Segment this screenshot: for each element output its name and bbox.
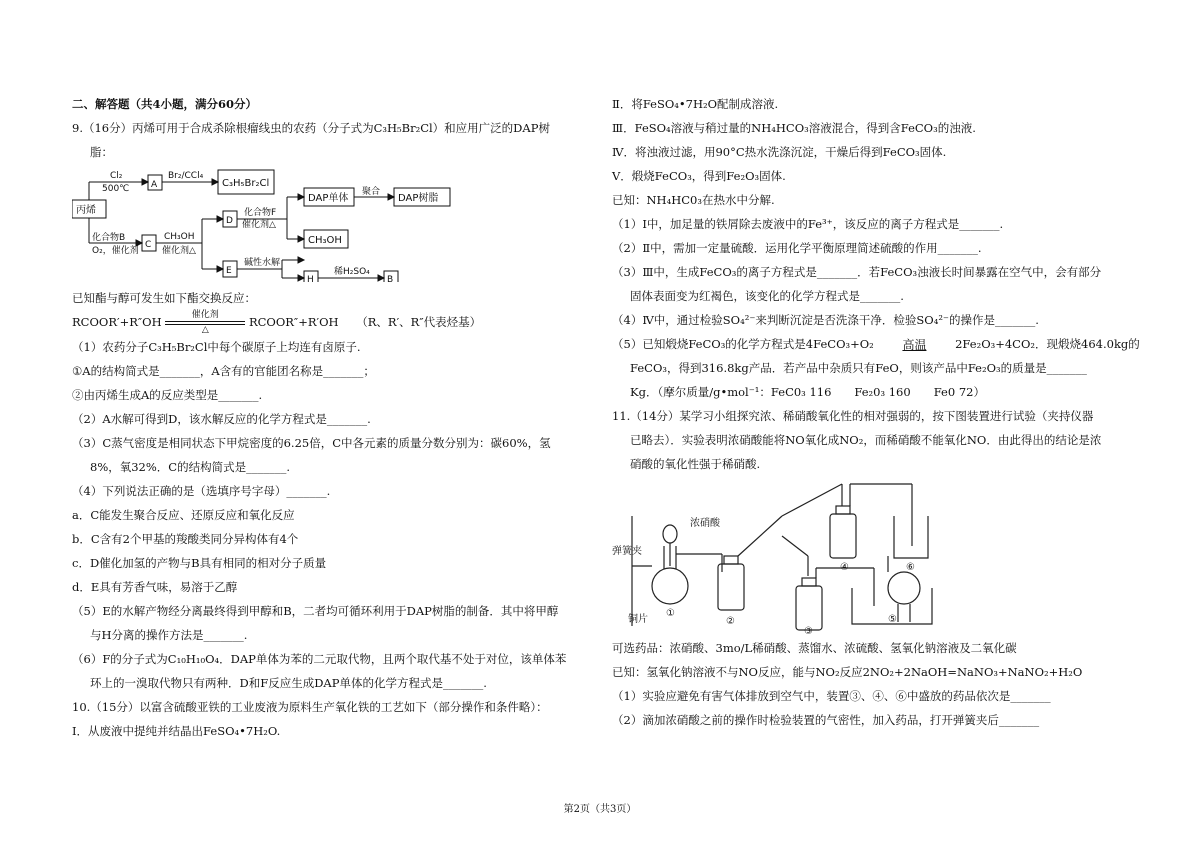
label-compoundF: 化合物F xyxy=(244,208,277,218)
q10-p3-1: （3）Ⅲ中，生成FeCO₃的离子方程式是_______．若FeCO₃浊液长时间暴露在空气中，会有部分 xyxy=(612,265,1102,279)
label-clamp: 弹簧夹 xyxy=(612,546,642,557)
q9-stem-1: 9.（16分）丙烯可用于合成杀除根瘤线虫的农药（分子式为C₃H₅Br₂Cl）和应用广泛的DAP树 xyxy=(72,121,550,135)
label-n5: ⑤ xyxy=(888,614,897,625)
label-ch3oh-cond: CH₃OH xyxy=(164,232,195,242)
bottle-3-shape xyxy=(796,586,822,630)
label-polymerize: 聚合 xyxy=(362,187,381,197)
ester-arrow xyxy=(165,311,245,335)
label-cl2: Cl₂ xyxy=(110,171,123,181)
ester-right: RCOOR″+R′OH xyxy=(248,315,339,329)
page-footer: 第2页（共3页） xyxy=(563,804,637,815)
label-n4: ④ xyxy=(840,562,849,573)
label-dap-monomer: DAP单体 xyxy=(308,193,349,204)
q10-p5-post: 2Fe₂O₃+4CO₂．现煅烧464.0kg的 xyxy=(955,337,1140,351)
flask-5-shape xyxy=(888,572,920,604)
q9-option-d: d．E具有芳香气味，易溶于乙醇 xyxy=(72,580,238,594)
q9-known: 已知酯与醇可发生如下酯交换反应： xyxy=(72,291,256,305)
label-compoundB: 化合物B xyxy=(92,233,126,243)
q10-step4: Ⅳ．将浊液过滤，用90°C热水洗涤沉淀，干燥后得到FeCO₃固体. xyxy=(612,145,947,159)
apparatus-diagram xyxy=(612,476,1132,636)
flask-1-shape xyxy=(652,568,688,604)
label-n3: ③ xyxy=(804,626,813,636)
q9-p1a: ①A的结构简式是_______，A含有的官能团名称是_______； xyxy=(72,364,375,378)
q9-option-c: c．D催化加氢的产物与B具有相同的相对分子质量 xyxy=(72,556,327,570)
label-catalyst2: 催化剂△ xyxy=(242,220,276,230)
label-alkaline: 碱性水解 xyxy=(244,258,281,268)
high-temp-arrow xyxy=(877,339,951,352)
label-br2: Br₂/CCl₄ xyxy=(168,171,204,181)
q9-p5-1: （5）E的水解产物经分离最终得到甲醇和B，二者均可循环利用于DAP树脂的制备．其中将甲醇 xyxy=(72,604,559,618)
q9-option-a: a．C能发生聚合反应、还原反应和氧化反应 xyxy=(72,508,295,522)
synthesis-flow-diagram xyxy=(72,164,592,282)
q10-p5-2: FeCO₃，得到316.8kg产品．若产品中杂质只有FeO，则该产品中Fe₂O₃的质量是_______ xyxy=(630,361,1087,375)
bottle-4-shape xyxy=(830,514,856,558)
q9-p6-1: （6）F的分子式为C₁₀H₁₀O₄．DAP单体为苯的二元取代物，且两个取代基不处于对位，该单体苯 xyxy=(72,652,567,666)
q11-p2: （2）滴加浓硝酸之前的操作时检验装置的气密性，加入药品，打开弹簧夹后_______ xyxy=(612,713,1040,727)
label-E: E xyxy=(226,266,232,276)
q10-p2: （2）Ⅱ中，需加一定量硫酸．运用化学平衡原理简述硫酸的作用_______. xyxy=(612,241,982,255)
beaker-6-shape xyxy=(894,516,928,558)
ester-cond-bot: △ xyxy=(201,325,209,335)
label-n2: ② xyxy=(726,616,735,627)
q10-step5: Ⅴ．煅烧FeCO₃，得到Fe₂O₃固体. xyxy=(612,169,786,183)
label-o2: O₂，催化剂 xyxy=(92,246,139,256)
q11-p1: （1）实验应避免有害气体排放到空气中，装置③、④、⑥中盛放的药品依次是_______ xyxy=(612,689,1051,703)
q10-p5-pre: （5）已知煅烧FeCO₃的化学方程式是4FeCO₃+O₂ xyxy=(612,337,874,351)
left-column xyxy=(72,92,592,743)
label-catalyst: 催化剂△ xyxy=(162,246,196,256)
label-A: A xyxy=(151,180,158,190)
q10-p1: （1）Ⅰ中，加足量的铁屑除去废液中的Fe³⁺，该反应的离子方程式是_______. xyxy=(612,217,1004,231)
q10-p5-3: Kg．（摩尔质量/g•mol⁻¹：FeC0₃ 116 Fe₂0₃ 160 Fe0 72） xyxy=(630,385,985,399)
label-copper: 铜片 xyxy=(628,614,648,625)
label-ch3oh-box: CH₃OH xyxy=(308,235,342,246)
high-temp-label: 高温 xyxy=(902,337,927,352)
label-n1: ① xyxy=(666,608,675,619)
ester-note: （R、R′、R″代表烃基） xyxy=(356,315,482,329)
q10-step2: Ⅱ．将FeSO₄•7H₂O配制成溶液. xyxy=(612,97,779,111)
label-nitric: 浓硝酸 xyxy=(690,518,720,529)
q10-stem: 10.（15分）以富含硫酸亚铁的工业废液为原料生产氧化铁的工艺如下（部分操作和条件略）： xyxy=(72,700,548,714)
q11-stem-1: 11.（14分）某学习小组探究浓、稀硝酸氧化性的相对强弱的，按下图装置进行试验（夹持仪器 xyxy=(612,409,1094,423)
q9-p1: （1）农药分子C₃H₅Br₂Cl中每个碳原子上均连有卤原子. xyxy=(72,340,361,354)
q9-p5-2: 与H分离的操作方法是_______. xyxy=(90,628,248,642)
q10-step1: Ⅰ．从废液中提纯并结晶出FeSO₄•7H₂O. xyxy=(72,724,281,738)
section-title: 二、解答题（共4小题，满分60分） xyxy=(72,97,258,111)
label-B: B xyxy=(387,275,394,282)
q11-known: 已知：氢氧化钠溶液不与NO反应，能与NO₂反应2NO₂+2NaOH=NaNO₃+NaNO₂+H₂O xyxy=(612,665,1083,679)
synthesis-flow-svg xyxy=(72,164,592,282)
q9-p4: （4）下列说法正确的是（选填序号字母）_______. xyxy=(72,484,331,498)
label-dilute-h2so4: 稀H₂SO₄ xyxy=(334,267,370,277)
q9-p3-1: （3）C蒸气密度是相同状态下甲烷密度的6.25倍，C中各元素的质量分数分别为：碳60%，氢 xyxy=(72,436,551,450)
q11-stem-3: 硝酸的氧化性强于稀硝酸. xyxy=(630,457,761,471)
q11-reagents: 可选药品：浓硝酸、3mo/L稀硝酸、蒸馏水、浓硫酸、氢氧化钠溶液及二氧化碳 xyxy=(612,641,1017,655)
label-D: D xyxy=(226,216,233,226)
q10-p5-1 xyxy=(612,332,1140,356)
right-column xyxy=(612,92,1140,732)
q9-p6-2: 环上的一溴取代物只有两种．D和F反应生成DAP单体的化学方程式是_______. xyxy=(90,676,487,690)
ester-left: RCOOR′+R″OH xyxy=(72,315,162,329)
label-500: 500℃ xyxy=(102,184,130,194)
label-H: H xyxy=(307,275,314,282)
label-propene: 丙烯 xyxy=(76,205,96,216)
ester-exchange-equation xyxy=(72,310,592,335)
q9-stem-2: 脂： xyxy=(90,145,113,159)
ester-cond-top: 催化剂 xyxy=(191,310,219,320)
q10-p3-2: 固体表面变为红褐色，该变化的化学方程式是_______. xyxy=(630,289,904,303)
label-product1: C₃H₅Br₂Cl xyxy=(222,178,270,189)
q9-p2: （2）A水解可得到D，该水解反应的化学方程式是_______. xyxy=(72,412,371,426)
label-C: C xyxy=(145,240,152,250)
q9-p1b: ②由丙烯生成A的反应类型是_______. xyxy=(72,388,263,402)
q9-p3-2: 8%，氧32%．C的结构简式是_______. xyxy=(90,460,291,474)
q10-known: 已知：NH₄HC0₃在热水中分解. xyxy=(612,193,775,207)
q10-step3: Ⅲ．FeSO₄溶液与稍过量的NH₄HCO₃溶液混合，得到含FeCO₃的浊液. xyxy=(612,121,976,135)
q11-stem-2: 已略去）．实验表明浓硝酸能将NO氧化成NO₂，而稀硝酸不能氧化NO．由此得出的结论是浓 xyxy=(630,433,1102,447)
q10-p4: （4）Ⅳ中，通过检验SO₄²⁻来判断沉淀是否洗涤干净．检验SO₄²⁻的操作是_______. xyxy=(612,313,1039,327)
label-dap-resin: DAP树脂 xyxy=(398,193,439,204)
label-n6: ⑥ xyxy=(906,562,915,573)
apparatus-svg xyxy=(612,476,1132,636)
q9-option-b: b．C含有2个甲基的羧酸类同分异构体有4个 xyxy=(72,532,299,546)
